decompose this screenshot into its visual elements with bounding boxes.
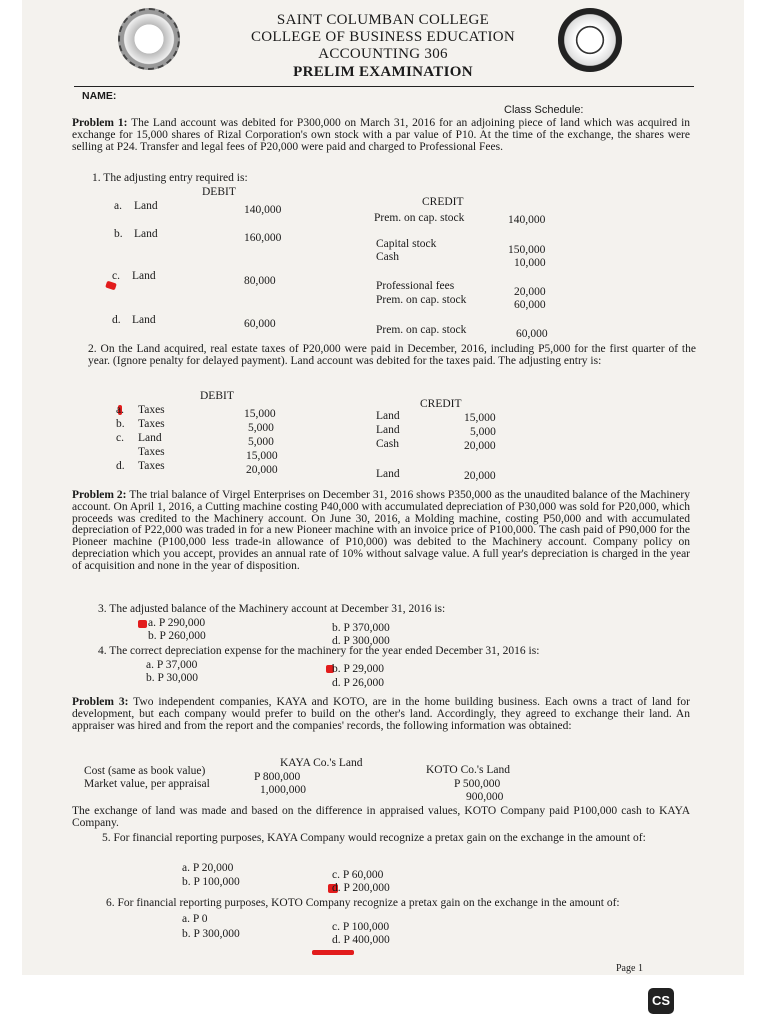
- answer-mark: [312, 950, 354, 955]
- problem-2-text: Problem 2: The trial balance of Virgel Enterprises on December 31, 2016 shows P350,000 as the unaudited balance of the Machinery account. On April 1, 2016, a Cutting machine costing P40,000 with accumulated depreciation of P30,000 was sold for P20,000, which proceeds was credited to the Machinery account. On June 30, 2016, a Molding machine, costing P50,000 and with accumulated depreciation of P22,000 was traded in for a new Pioneer machine with an invoice price of P100,000. The cash paid of P90,000 for the Pioneer machine (P100,000 less trade-in allowance of P10,000) was debited to the Machinery account. Company policy on depreciation which you accept, provides an annual rate of 10% without salvage value. A full year's depreciation is charged in the year of acquisition and none in the year of disposition.: [72, 489, 690, 572]
- market-value-label: Market value, per appraisal: [84, 778, 210, 790]
- q1-stem: 1. The adjusting entry required is:: [92, 172, 248, 184]
- q2-credit-header: CREDIT: [420, 398, 462, 410]
- header-line-3: ACCOUNTING 306: [318, 46, 448, 62]
- q4-option-c[interactable]: b. P 29,000: [332, 663, 384, 675]
- q2-stem: 2. On the Land acquired, real estate taxes of P20,000 were paid in December, 2016, including P5,000 for the first quarter of the year. (Ignore penalty for delayed payment). Land account was debited for the taxes paid. The adjusting entry is:: [88, 343, 696, 367]
- kaya-cost: P 800,000: [254, 771, 301, 783]
- q4-option-b[interactable]: b. P 30,000: [146, 672, 198, 684]
- class-schedule-label: Class Schedule:: [504, 104, 584, 116]
- q3-option-a[interactable]: a. P 290,000: [148, 617, 206, 629]
- koto-cost: P 500,000: [454, 778, 501, 790]
- q3-option-c[interactable]: b. P 370,000: [332, 622, 390, 634]
- kaya-header: KAYA Co.'s Land: [280, 757, 363, 769]
- q6-option-d[interactable]: d. P 400,000: [332, 934, 390, 946]
- q1-debit-header: DEBIT: [202, 186, 236, 198]
- q6-option-a[interactable]: a. P 0: [182, 913, 208, 925]
- q5-stem: 5. For financial reporting purposes, KAYA Company would recognize a pretax gain on the exchange in the amount of:: [102, 832, 646, 844]
- q6-option-b[interactable]: b. P 300,000: [182, 928, 240, 940]
- problem-3-text: Problem 3: Two independent companies, KAYA and KOTO, are in the home building business. Each owns a tract of land for development, but each company would prefer to build on the other's land. Accordingly, they agreed to exchange their land. An appraiser was hired and from the report and the companies' records, the following information was obtained:: [72, 696, 691, 732]
- q5-option-c[interactable]: c. P 60,000: [332, 869, 384, 881]
- problem-1-text: Problem 1: The Land account was debited for P300,000 on March 31, 2016 for an adjoining piece of land which was acquired in exchange for 15,000 shares of Rizal Corporation's own stock with a par value of P10. At the time of the exchange, the shares were selling at P24. Transfer and legal fees of P20,000 were paid and charged to Professional Fees.: [72, 117, 691, 153]
- q6-option-c[interactable]: c. P 100,000: [332, 921, 390, 933]
- q3-stem: 3. The adjusted balance of the Machinery account at December 31, 2016 is:: [98, 603, 446, 615]
- q5-option-a[interactable]: a. P 20,000: [182, 862, 234, 874]
- q5-option-d[interactable]: d. P 200,000: [332, 882, 390, 894]
- problem-3-text-2: The exchange of land was made and based on the difference in appraised values, KOTO Company paid P100,000 cash to KAYA Company.: [72, 805, 690, 829]
- cost-label: Cost (same as book value): [84, 765, 206, 777]
- header-line-1: SAINT COLUMBAN COLLEGE: [276, 12, 490, 28]
- q4-option-a[interactable]: a. P 37,000: [146, 659, 198, 671]
- koto-market: 900,000: [466, 791, 504, 803]
- q3-option-d[interactable]: d. P 300,000: [332, 635, 390, 647]
- kaya-market: 1,000,000: [260, 784, 306, 796]
- koto-header: KOTO Co.'s Land: [426, 764, 510, 776]
- q3-option-b[interactable]: b. P 260,000: [148, 630, 206, 642]
- q4-option-d[interactable]: d. P 26,000: [332, 677, 384, 689]
- header-line-2: COLLEGE OF BUSINESS EDUCATION: [250, 29, 516, 45]
- q6-stem: 6. For financial reporting purposes, KOTO Company recognize a pretax gain on the exchange in the amount of:: [106, 897, 620, 909]
- camscanner-badge[interactable]: CS: [648, 988, 674, 1014]
- exam-paper: SAINT COLUMBAN COLLEGE COLLEGE OF BUSINESS EDUCATION ACCOUNTING 306 PRELIM EXAMINATION NAME: Class Schedule: Problem 1: The Land account was debited for P300,000 on March 31, 2016 for an adjoining piece of land which was acquired in exchange for 15,000 shares of Rizal Corporation's own stock with a par value of P10. At the time of the exchange, the shares were selling at P24. Transfer and legal fees of P20,000 were paid and charged to Professional Fees. 1. The adjusting entry required is: DEBIT CREDIT a. Land 140,000 Prem. on cap. stock 140,000 b. Land 160,000 Capital stock Cash 150,000 10,000 c. Land 80,000 Professional fees Prem. on cap. stock 20,000 60,000 d. Land 60,000 Prem. on cap. stock 60,000 2. On the Land acquired, real estate taxes of P20,000 were paid in December, 2016, including P5,000 for the first quarter of the year. (Ignore penalty for delayed payment). Land account was debited for the taxes paid. The adjusting entry is: DEBIT CREDIT a. Taxes 15,000 b. Taxes 5,000 c. Land 5,000 Taxes 15,000 d. Taxes 20,000 Land 15,000 Land 5,000 Cash 20,000 Land 20,000 Problem 2: The trial balance of Virgel Enterprises on December 31, 2016 shows P350,000 as the unaudited balance of the Machinery account. On April 1, 2016, a Cutting machine costing P40,000 with accumulated depreciation of P30,000 was sold for P20,000, which proceeds was credited to the Machinery account. On June 30, 2016, a Molding machine, costing P50,000 and with accumulated depreciation of P22,000 was traded in for a new Pioneer machine with an invoice price of P100,000. The cash paid of P90,000 for the Pioneer machine (P100,000 less trade-in allowance of P10,000) was debited to the Machinery account. Company policy on depreciation which you accept, provides an annual rate of 10% without salvage value. A full year's depreciation is charged in the year of acquisition and none in the year of disposition. 3. The adjusted balance of the Machinery account at December 31, 2016 is: a. P 290,000 b. P 260,000 b. P 370,000 d. P 300,000 4. The correct depreciation expense for the machinery for the year ended December 31, 2016 is: a. P 37,000 b. P 30,000 b. P 29,000 d. P 26,000 Problem 3: Two independent companies, KAYA and KOTO, are in the home building business. Each owns a tract of land for development, but each company would prefer to build on the other's land. Accordingly, they agreed to exchange their land. An appraiser was hired and from the report and the companies' records, the following information was obtained: KAYA Co.'s Land KOTO Co.'s Land Cost (same as book value) Market value, per appraisal P 800,000 1,000,000 P 500,000 900,000 The exchange of land was made and based on the difference in appraised values, KOTO Company paid P100,000 cash to KAYA Company. 5. For financial reporting purposes, KAYA Company would recognize a pretax gain on the exchange in the amount of: a. P 20,000 b. P 100,000 c. P 60,000 d. P 200,000 6. For financial reporting purposes, KOTO Company recognize a pretax gain on the exchange in the amount of: a. P 0 b. P 300,000 c. P 100,000 d. P 400,000 Page 1: [22, 0, 744, 975]
- page-footer: Page 1: [616, 963, 643, 974]
- name-label: NAME:: [82, 90, 117, 102]
- header-rule: [74, 86, 694, 87]
- q5-option-b[interactable]: b. P 100,000: [182, 876, 240, 888]
- q1-credit-header: CREDIT: [422, 196, 464, 208]
- q2-debit-header: DEBIT: [200, 390, 234, 402]
- q4-stem: 4. The correct depreciation expense for the machinery for the year ended December 31, 2016 is:: [98, 645, 540, 657]
- header-line-4: PRELIM EXAMINATION: [293, 64, 473, 80]
- answer-mark: [138, 620, 147, 628]
